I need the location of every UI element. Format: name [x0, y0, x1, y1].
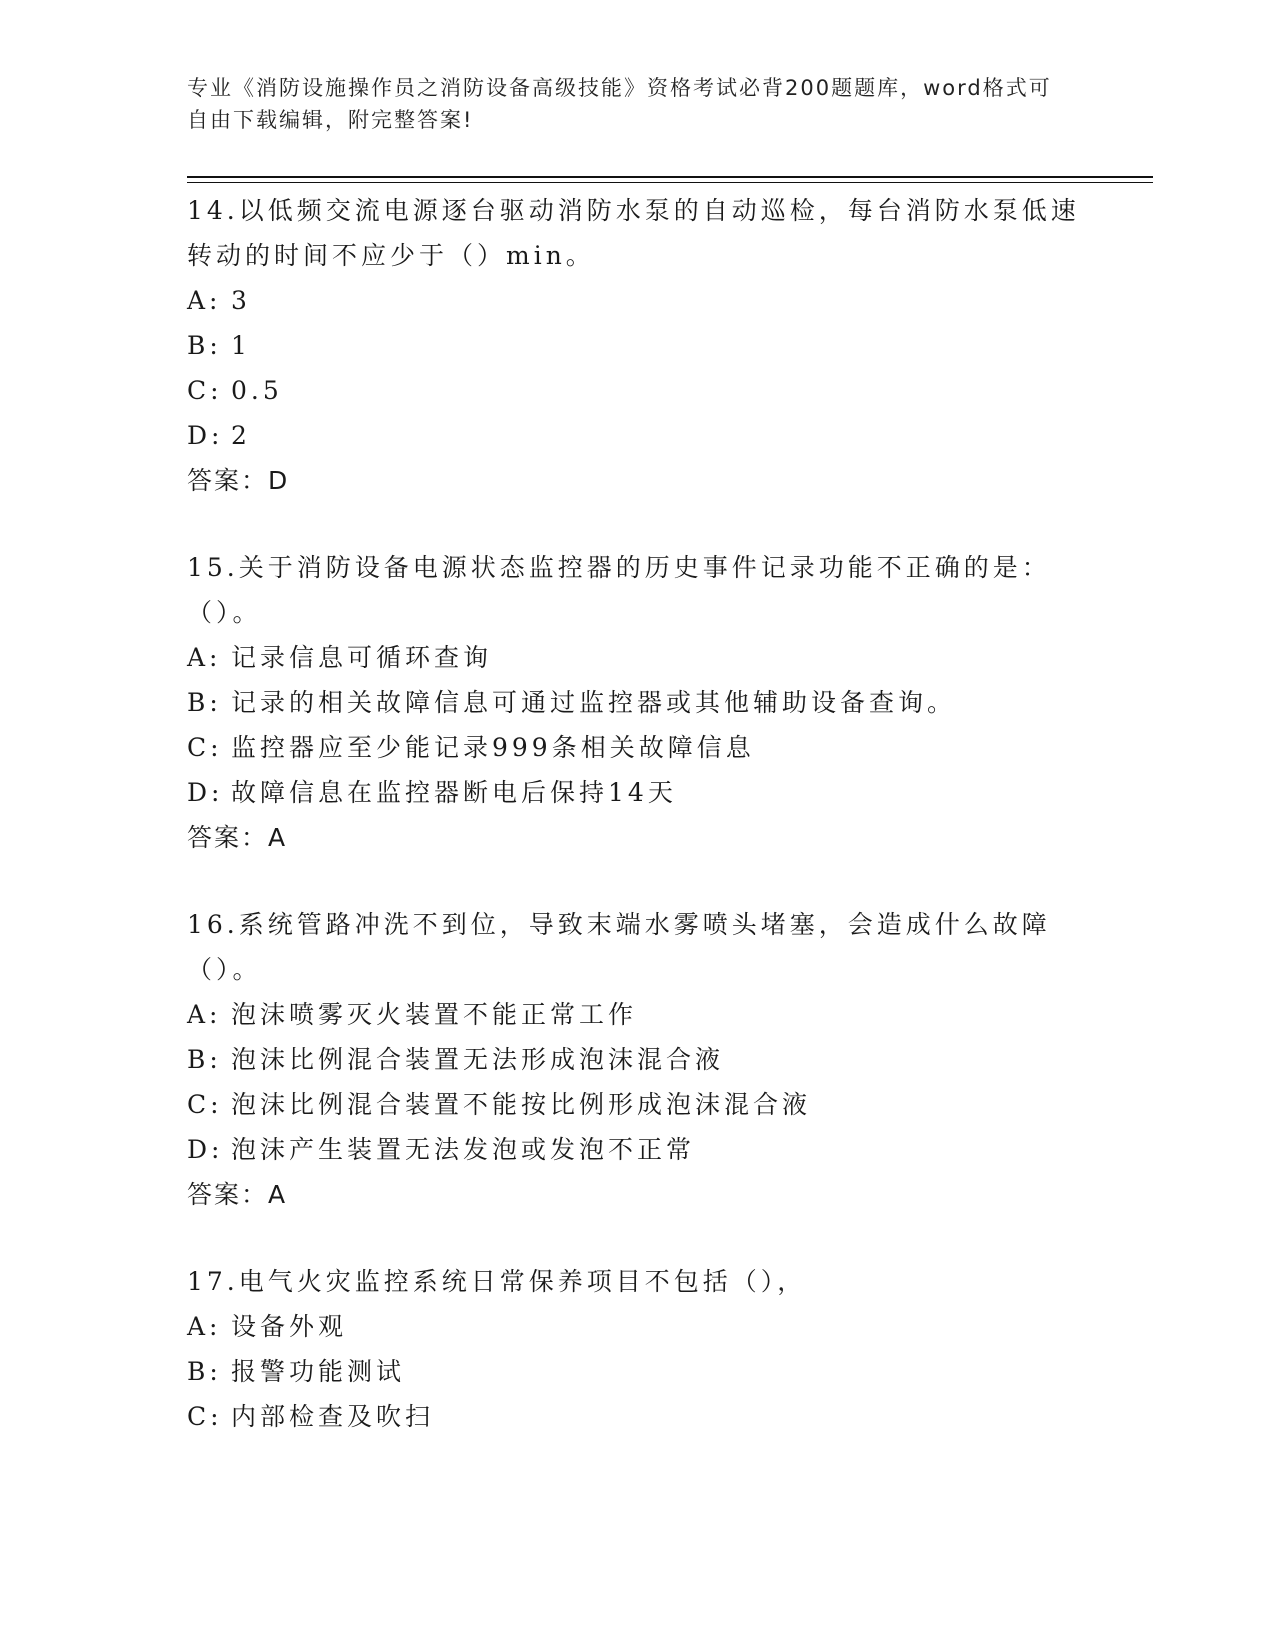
option-text: 2	[231, 421, 251, 450]
option-text: 泡沫产生装置无法发泡或发泡不正常	[231, 1135, 696, 1164]
option-letter: B:	[187, 1357, 222, 1386]
question-15	[187, 545, 1087, 860]
option-letter: C:	[187, 733, 223, 762]
option-text: 监控器应至少能记录999条相关故障信息	[231, 733, 755, 762]
option-letter: A:	[187, 286, 222, 315]
question-14	[187, 188, 1087, 503]
question-stem: 15.关于消防设备电源状态监控器的历史事件记录功能不正确的是：（）。	[187, 553, 1051, 627]
option-letter: B:	[187, 331, 222, 360]
option-letter: A:	[187, 1312, 222, 1341]
option-c	[187, 1082, 1087, 1127]
option-text: 泡沫比例混合装置不能按比例形成泡沫混合液	[231, 1090, 812, 1119]
option-text: 记录的相关故障信息可通过监控器或其他辅助设备查询。	[231, 688, 957, 717]
option-letter: D:	[187, 421, 224, 450]
option-a	[187, 992, 1087, 1037]
option-text: 3	[231, 286, 251, 315]
question-17	[187, 1259, 1087, 1439]
option-b	[187, 680, 1087, 725]
option-c	[187, 368, 1087, 413]
option-letter: A:	[187, 1000, 222, 1029]
answer-line: 答案：A	[187, 1180, 288, 1209]
question-list	[187, 188, 1087, 1481]
answer-line: 答案：A	[187, 823, 288, 852]
option-c	[187, 725, 1087, 770]
option-b	[187, 1349, 1087, 1394]
header-title: 专业《消防设施操作员之消防设备高级技能》资格考试必背200题题库，word格式可自由下载编辑，附完整答案!	[187, 76, 1052, 132]
option-b	[187, 323, 1087, 368]
header-rule-thin	[187, 182, 1153, 183]
question-16	[187, 902, 1087, 1217]
header-rule-thick	[187, 176, 1153, 178]
option-text: 0.5	[231, 376, 283, 405]
option-text: 内部检查及吹扫	[231, 1402, 435, 1431]
question-stem: 17.电气火灾监控系统日常保养项目不包括（），	[187, 1267, 807, 1296]
option-text: 故障信息在监控器断电后保持14天	[231, 778, 677, 807]
option-a	[187, 635, 1087, 680]
option-letter: C:	[187, 1402, 223, 1431]
option-letter: C:	[187, 376, 223, 405]
document-header	[187, 72, 1067, 136]
question-stem: 14.以低频交流电源逐台驱动消防水泵的自动巡检，每台消防水泵低速转动的时间不应少于（）min。	[187, 196, 1080, 270]
option-text: 报警功能测试	[231, 1357, 406, 1386]
option-text: 记录信息可循环查询	[231, 643, 493, 672]
option-text: 泡沫比例混合装置无法形成泡沫混合液	[231, 1045, 725, 1074]
option-text: 设备外观	[231, 1312, 348, 1341]
answer-line: 答案：D	[187, 466, 290, 495]
option-letter: D:	[187, 1135, 224, 1164]
option-d	[187, 413, 1087, 458]
option-letter: C:	[187, 1090, 223, 1119]
option-c	[187, 1394, 1087, 1439]
option-letter: B:	[187, 1045, 222, 1074]
option-a	[187, 1304, 1087, 1349]
option-d	[187, 770, 1087, 815]
option-a	[187, 278, 1087, 323]
option-b	[187, 1037, 1087, 1082]
option-letter: B:	[187, 688, 222, 717]
option-d	[187, 1127, 1087, 1172]
question-stem: 16.系统管路冲洗不到位，导致末端水雾喷头堵塞，会造成什么故障（）。	[187, 910, 1051, 984]
option-text: 泡沫喷雾灭火装置不能正常工作	[231, 1000, 638, 1029]
option-letter: A:	[187, 643, 222, 672]
option-letter: D:	[187, 778, 224, 807]
option-text: 1	[231, 331, 251, 360]
